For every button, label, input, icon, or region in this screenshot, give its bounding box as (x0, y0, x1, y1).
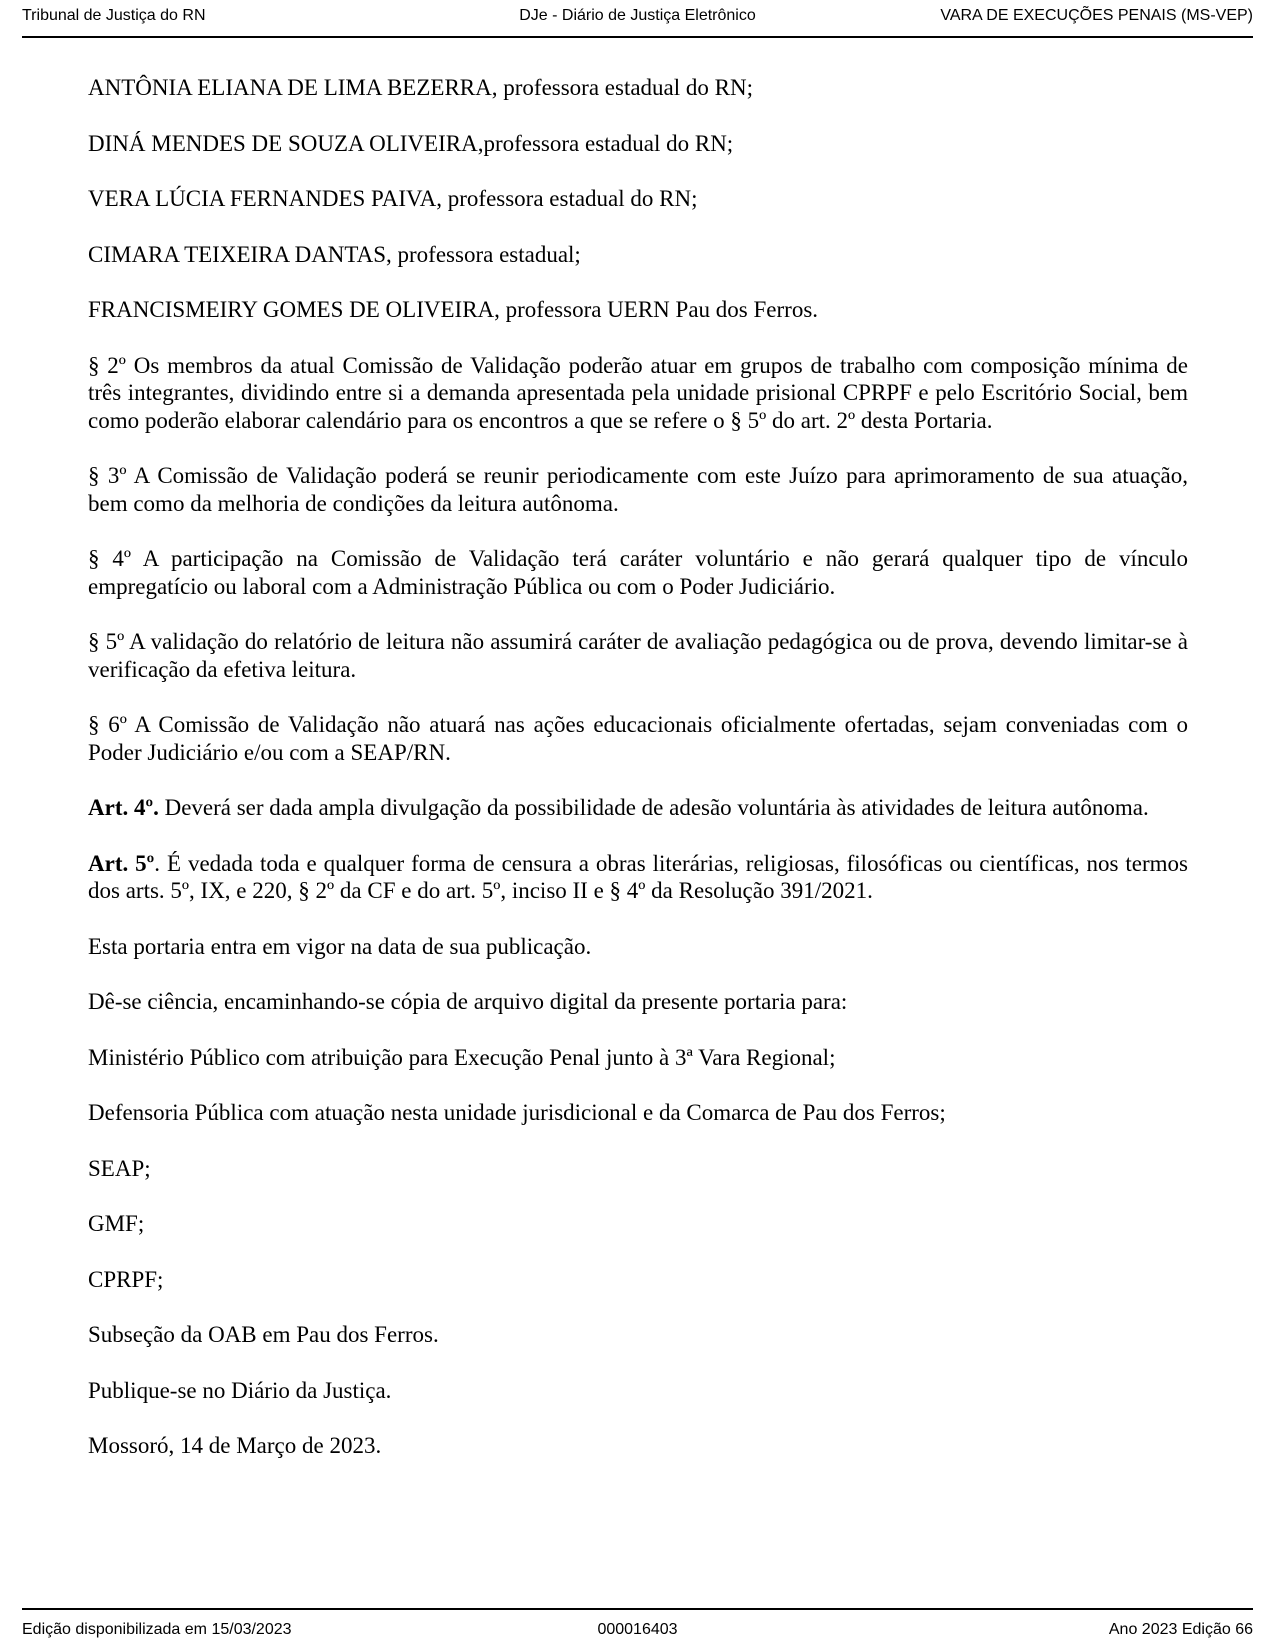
paragraph-section-6: § 6º A Comissão de Validação não atuará nas ações educacionais oficialmente ofertadas, sejam conveniadas com o Poder Judiciário e/ou com a SEAP/RN. (88, 712, 1188, 765)
recipient-ministerio-publico: Ministério Público com atribuição para Execução Penal junto à 3ª Vara Regional; (88, 1044, 836, 1070)
paragraph-art-5: Art. 5º. É vedada toda e qualquer forma de censura a obras literárias, religiosas, filosóficas ou científicas, nos termos dos arts. 5º, IX, e 220, § 2º da CF e do art. 5º, inciso II e § 4º da Resolução 391/2021. (88, 850, 1188, 903)
recipient-seap: SEAP; (88, 1155, 151, 1181)
paragraph-publique: Publique-se no Diário da Justiça. (88, 1377, 392, 1403)
paragraph-vigor: Esta portaria entra em vigor na data de sua publicação. (88, 933, 592, 959)
page-header (22, 6, 1253, 38)
paragraph-section-5: § 5º A validação do relatório de leitura não assumirá caráter de avaliação pedagógica ou de prova, devendo limitar-se à verificação da efetiva leitura. (88, 629, 1188, 682)
footer-center: 000016403 (597, 1621, 678, 1638)
footer-right: Ano 2023 Edição 66 (1108, 1621, 1253, 1638)
page-footer (22, 1608, 1253, 1650)
article-number: Art. 5º (88, 850, 155, 876)
paragraph-member-4: CIMARA TEIXEIRA DANTAS, professora estadual; (88, 241, 581, 267)
recipient-defensoria: Defensoria Pública com atuação nesta unidade jurisdicional e da Comarca de Pau dos Ferros; (88, 1100, 946, 1125)
paragraph-section-4: § 4º A participação na Comissão de Validação terá caráter voluntário e não gerará qualquer tipo de vínculo empregatício ou laboral com a Administração Pública ou com o Poder Judiciário. (88, 546, 1188, 599)
article-number: Art. 4º. (88, 795, 159, 820)
footer-left: Edição disponibilizada em 15/03/2023 (22, 1621, 292, 1638)
paragraph-member-1: ANTÔNIA ELIANA DE LIMA BEZERRA, professora estadual do RN; (88, 75, 753, 100)
paragraph-art-4: Art. 4º. Deverá ser dada ampla divulgação da possibilidade de adesão voluntária às atividades de leitura autônoma. (88, 795, 1149, 820)
header-right: VARA DE EXECUÇÕES PENAIS (MS-VEP) (940, 7, 1253, 24)
header-left: Tribunal de Justiça do RN (22, 7, 206, 24)
paragraph-member-3: VERA LÚCIA FERNANDES PAIVA, professora estadual do RN; (88, 186, 698, 211)
paragraph-member-2: DINÁ MENDES DE SOUZA OLIVEIRA,professora estadual do RN; (88, 130, 734, 156)
paragraph-section-3: § 3º A Comissão de Validação poderá se reunir periodicamente com este Juízo para aprimoramento de sua atuação, bem como da melhoria de condições da leitura autônoma. (88, 463, 1188, 516)
signature-date: Mossoró, 14 de Março de 2023. (88, 1433, 382, 1458)
recipient-gmf: GMF; (88, 1211, 145, 1236)
recipient-oab: Subseção da OAB em Pau dos Ferros. (88, 1322, 439, 1347)
document-body (88, 74, 1188, 1488)
paragraph-section-2: § 2º Os membros da atual Comissão de Validação poderão atuar em grupos de trabalho com composição mínima de três integrantes, dividindo entre si a demanda apresentada pela unidade prisional CPRPF e pelo Escritório Social, bem como poderão elaborar calendário para os encontros a que se refere o § 5º do art. 2º desta Portaria. (88, 352, 1188, 433)
header-center: DJe - Diário de Justiça Eletrônico (519, 7, 756, 24)
paragraph-member-5: FRANCISMEIRY GOMES DE OLIVEIRA, professora UERN Pau dos Ferros. (88, 297, 819, 322)
recipient-cprpf: CPRPF; (88, 1266, 164, 1292)
paragraph-ciencia: Dê-se ciência, encaminhando-se cópia de arquivo digital da presente portaria para: (88, 989, 848, 1014)
